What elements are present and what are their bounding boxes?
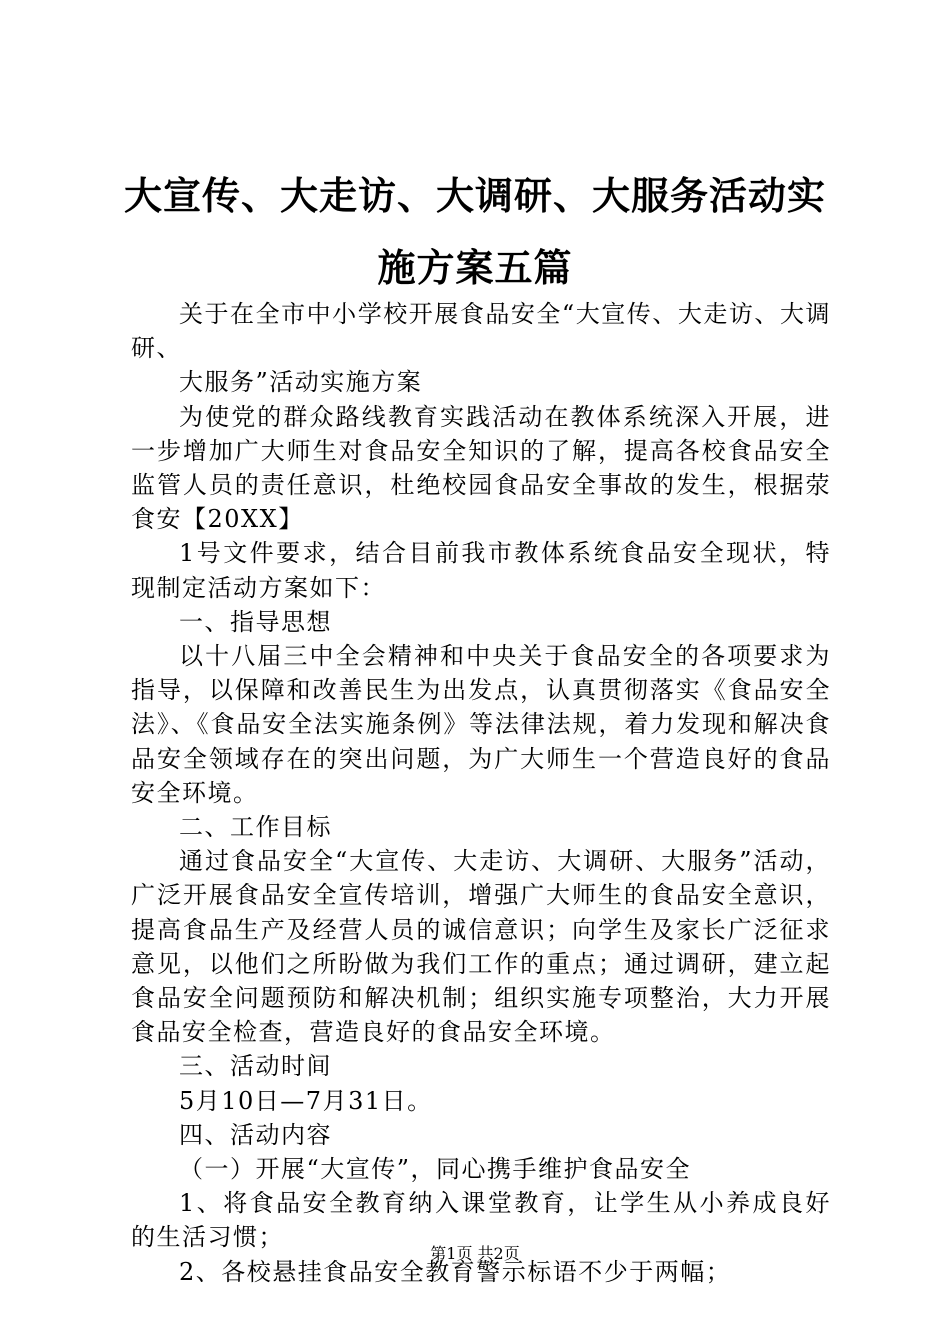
paragraph: 关于在全市中小学校开展食品安全“大宣传、大走访、大调研、	[131, 300, 831, 363]
section-heading: 二、工作目标	[179, 813, 332, 842]
paragraph: 为使党的群众路线教育实践活动在教体系统深入开展，进一步增加广大师生对食品安全知识的了解，提高各校食品安全监管人员的责任意识，杜绝校园食品安全事故的发生，根据荥食安【20XX】	[131, 402, 831, 534]
section-heading: 三、活动时间	[179, 1052, 332, 1081]
section-heading: 一、指导思想	[179, 607, 332, 636]
paragraph: 1、将食品安全教育纳入课堂教育，让学生从小养成良好的生活习惯；	[131, 1189, 831, 1252]
document-body	[131, 297, 831, 1289]
paragraph: 2、各校悬挂食品安全教育警示标语不少于两幅；	[179, 1257, 732, 1286]
paragraph: 大服务”活动实施方案	[179, 368, 423, 397]
paragraph: 5月10日—7月31日。	[179, 1086, 433, 1115]
paragraph: 1号文件要求，结合目前我市教体系统食品安全现状，特现制定活动方案如下：	[131, 539, 831, 602]
page-footer: 第1页 共2页	[430, 1244, 520, 1263]
paragraph: 通过食品安全“大宣传、大走访、大调研、大服务”活动，广泛开展食品安全宣传培训，增强广大师生的食品安全意识，提高食品生产及经营人员的诚信意识；向学生及家长广泛征求意见，以他们之所盼做为我们工作的重点；通过调研，建立起食品安全问题预防和解决机制；组织实施专项整治，大力开展食品安全检查，营造良好的食品安全环境。	[131, 847, 831, 1047]
sub-heading: （一）开展“大宣传”，同心携手维护食品安全	[179, 1155, 692, 1184]
paragraph: 以十八届三中全会精神和中央关于食品安全的各项要求为指导，以保障和改善民生为出发点，认真贯彻落实《食品安全法》、《食品安全法实施条例》等法律法规，着力发现和解决食品安全领域存在的突出问题，为广大师生一个营造良好的食品安全环境。	[131, 642, 831, 807]
section-heading: 四、活动内容	[179, 1120, 332, 1149]
document-title: 大宣传、大走访、大调研、大服务活动实施方案五篇	[123, 173, 826, 290]
